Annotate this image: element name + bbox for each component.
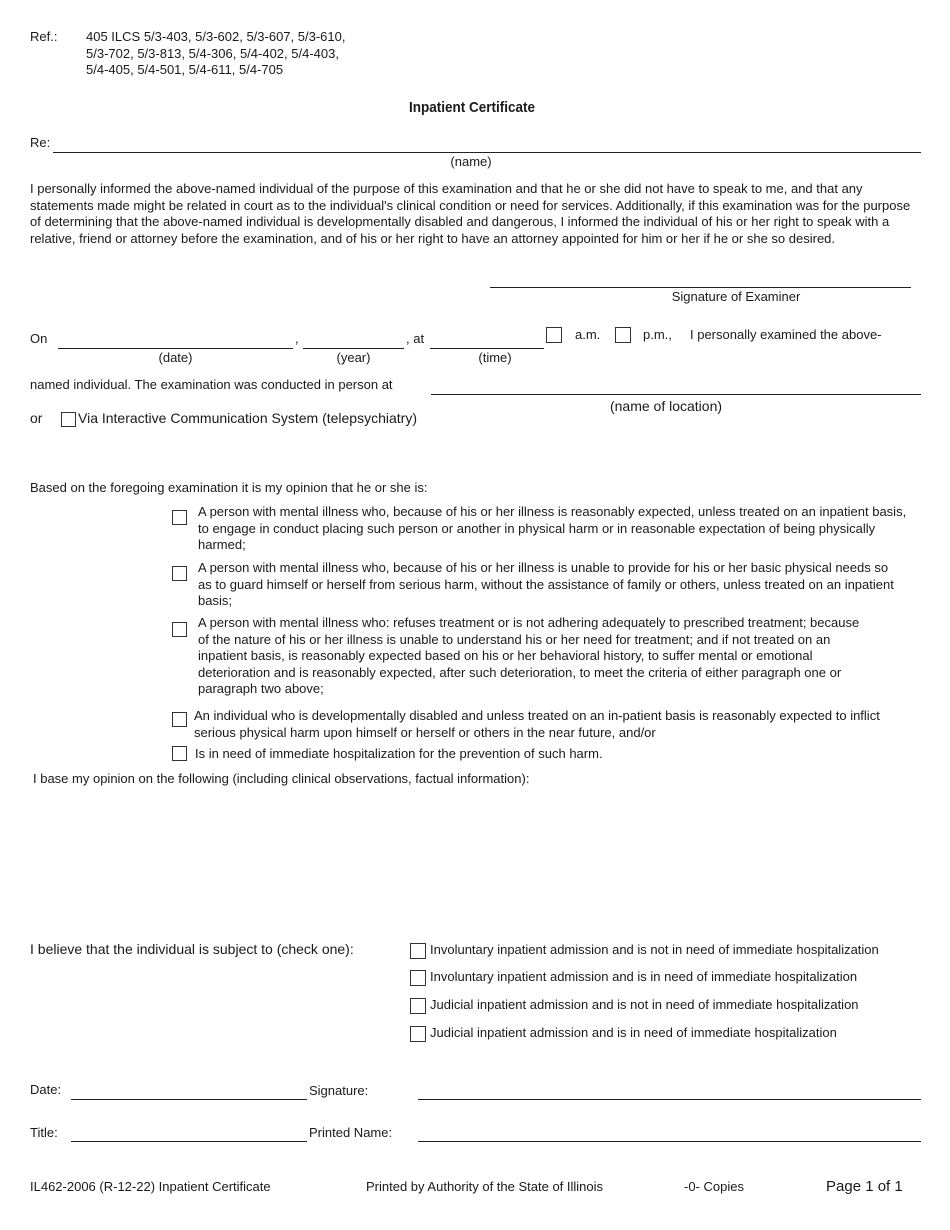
time-caption: (time)	[478, 350, 512, 365]
statute-reference-line: 405 ILCS 5/3-403, 5/3-602, 5/3-607, 5/3-610,	[86, 29, 346, 44]
location-caption: (name of location)	[609, 398, 723, 414]
re-label: Re:	[30, 135, 51, 150]
opinion-option-text: An individual who is developmentally disabled and unless treated on an in-patient basis is reasonably expected to inflict serious physical harm upon himself or herself or others in the near future, and/or	[194, 708, 880, 740]
signoff-date-underline	[71, 1099, 307, 1100]
signoff-title-label: Title:	[30, 1125, 58, 1140]
signoff-printed-name-label: Printed Name:	[309, 1125, 393, 1140]
examined-text: I personally examined the above-	[690, 327, 882, 342]
examiner-signature-caption: Signature of Examiner	[671, 289, 801, 304]
location-field[interactable]	[433, 376, 919, 394]
opinion-option-text: A person with mental illness who: refuses treatment or is not adhering adequately to prescribed treatment; because of the nature of his or her illness is unable to understand his or her need for treatment; and if not treated on an inpatient basis, is reasonably expected based on his or her behavioral history, to suffer mental or emotional deterioration and is reasonably expected, after such deterioration, to meet the criteria of either paragraph one or paragraph two above;	[198, 615, 860, 697]
subject-to-option-text: Involuntary inpatient admission and is not in need of immediate hospitalization	[430, 942, 879, 957]
location-text: named individual. The examination was conducted in person at	[30, 377, 393, 392]
footer-page-number: Page 1 of 1	[826, 1178, 903, 1195]
opinion-option-text: A person with mental illness who, because of his or her illness is reasonably expected, unless treated on an inpatient basis, to engage in conduct placing such person or another in physical harm or in reasonable expectation of being physically harmed;	[198, 504, 907, 553]
subject-to-checkbox[interactable]	[410, 943, 426, 959]
name-underline	[53, 152, 921, 153]
opinion-checkbox[interactable]	[172, 746, 187, 761]
statute-reference-line: 5/4-405, 5/4-501, 5/4-611, 5/4-705	[86, 62, 284, 77]
opinion-intro: Based on the foregoing examination it is my opinion that he or she is:	[30, 480, 428, 495]
examiner-signature-underline	[490, 287, 911, 288]
name-field[interactable]	[55, 134, 919, 152]
signoff-printed-name-field[interactable]	[420, 1122, 919, 1140]
footer-form-id: IL462-2006 (R-12-22) Inpatient Certificate	[30, 1179, 271, 1194]
telepsychiatry-checkbox[interactable]	[61, 412, 76, 427]
subject-to-checkbox[interactable]	[410, 970, 426, 986]
signoff-title-field[interactable]	[73, 1122, 305, 1140]
signoff-signature-label: Signature:	[309, 1083, 369, 1098]
at-label: , at	[406, 331, 425, 346]
opinion-checkbox[interactable]	[172, 566, 187, 581]
telepsychiatry-label: Via Interactive Communication System (telepsychiatry)	[78, 410, 417, 426]
ref-label: Ref.:	[30, 29, 58, 44]
opinion-checkbox[interactable]	[172, 622, 187, 637]
location-underline	[431, 394, 921, 395]
page-title: Inpatient Certificate	[408, 99, 536, 116]
opinion-checkbox[interactable]	[172, 712, 187, 727]
signoff-date-field[interactable]	[73, 1080, 305, 1098]
signoff-title-underline	[71, 1141, 307, 1142]
year-caption: (year)	[336, 350, 371, 365]
statute-references	[86, 29, 345, 79]
opinion-option-text: Is in need of immediate hospitalization for the prevention of such harm.	[195, 746, 603, 761]
pm-checkbox[interactable]	[615, 327, 631, 343]
subject-to-option-text: Judicial inpatient admission and is not in need of immediate hospitalization	[430, 997, 859, 1012]
footer-authority: Printed by Authority of the State of Illinois	[366, 1179, 604, 1194]
subject-to-option-text: Involuntary inpatient admission and is in need of immediate hospitalization	[430, 969, 858, 984]
date-caption: (date)	[158, 350, 193, 365]
opinion-basis-field[interactable]	[33, 792, 913, 922]
comma-separator: ,	[295, 331, 299, 346]
subject-to-checkbox[interactable]	[410, 1026, 426, 1042]
or-label: or	[30, 410, 43, 426]
exam-date-field[interactable]	[60, 330, 291, 348]
exam-year-field[interactable]	[305, 330, 402, 348]
footer-copies: -0- Copies	[684, 1179, 744, 1194]
am-checkbox[interactable]	[546, 327, 562, 343]
am-label: a.m.	[575, 327, 601, 342]
subject-to-checkbox[interactable]	[410, 998, 426, 1014]
examiner-signature-field[interactable]	[492, 268, 909, 286]
subject-to-label: I believe that the individual is subject to (check one):	[30, 941, 354, 957]
opinion-option-text: A person with mental illness who, because of his or her illness is unable to provide for his or her basic physical needs so as to guard himself or herself from serious harm, without the assistance of family or others, unless treated on an inpatient basis;	[198, 560, 894, 609]
year-underline	[303, 348, 404, 349]
statute-reference-line: 5/3-702, 5/3-813, 5/4-306, 5/4-402, 5/4-403,	[86, 45, 339, 61]
opinion-basis-label: I base my opinion on the following (including clinical observations, factual information):	[33, 771, 530, 786]
subject-to-option-text: Judicial inpatient admission and is in need of immediate hospitalization	[430, 1025, 837, 1040]
disclosure-paragraph: I personally informed the above-named individual of the purpose of this examination and that he or she did not have to speak to me, and that any statements made might be related in court as to the individual's clinical condition or need for services. Additionally, if this examination was for the purpose of determining that the above-named individual is developmentally disabled and dangerous, I informed the individual of his or her right to speak with a relative, friend or attorney before the examination, and of his or her right to have an attorney appointed for him or her if he or she so desired.	[30, 181, 911, 246]
time-underline	[430, 348, 544, 349]
opinion-checkbox[interactable]	[172, 510, 187, 525]
signoff-date-label: Date:	[30, 1082, 62, 1097]
date-underline	[58, 348, 293, 349]
pm-label: p.m.,	[643, 327, 672, 342]
on-label: On	[30, 331, 48, 346]
name-caption: (name)	[450, 154, 492, 169]
signoff-printed-name-underline	[418, 1141, 921, 1142]
signoff-signature-underline	[418, 1099, 921, 1100]
signoff-signature-field[interactable]	[420, 1080, 919, 1098]
exam-time-field[interactable]	[432, 330, 542, 348]
